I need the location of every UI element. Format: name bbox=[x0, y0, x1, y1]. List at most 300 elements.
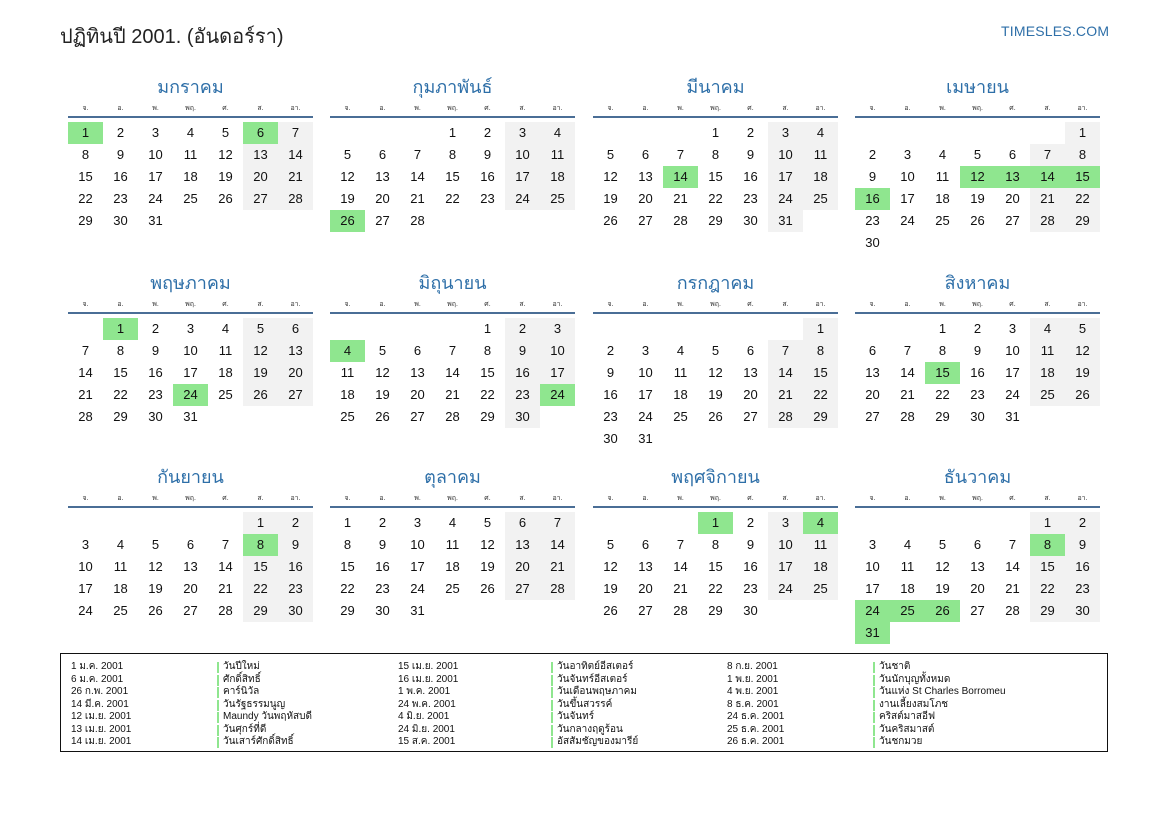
day-cell[interactable]: 17 bbox=[183, 365, 198, 380]
day-cell[interactable]: 7 bbox=[81, 343, 90, 358]
day-cell[interactable]: 4 bbox=[186, 125, 195, 140]
holiday-day-cell[interactable]: 14 bbox=[1030, 166, 1065, 188]
day-cell[interactable]: 16 bbox=[148, 365, 163, 380]
day-cell[interactable]: 16 bbox=[1065, 556, 1100, 578]
day-cell[interactable]: 13 bbox=[638, 559, 653, 574]
day-cell[interactable]: 25 bbox=[113, 603, 128, 618]
day-cell[interactable]: 8 bbox=[116, 343, 125, 358]
day-cell[interactable]: 3 bbox=[768, 122, 803, 144]
day-cell[interactable]: 19 bbox=[708, 387, 723, 402]
day-cell[interactable]: 25 bbox=[183, 191, 198, 206]
day-cell[interactable]: 30 bbox=[743, 213, 758, 228]
day-cell[interactable]: 3 bbox=[1008, 321, 1017, 336]
day-cell[interactable]: 17 bbox=[900, 191, 915, 206]
day-cell[interactable]: 5 bbox=[243, 318, 278, 340]
day-cell[interactable]: 22 bbox=[113, 387, 128, 402]
day-cell[interactable]: 5 bbox=[973, 147, 982, 162]
day-cell[interactable]: 11 bbox=[1030, 340, 1065, 362]
holiday-day-cell[interactable]: 26 bbox=[330, 210, 365, 232]
day-cell[interactable]: 15 bbox=[445, 169, 460, 184]
holiday-day-cell[interactable]: 13 bbox=[995, 166, 1030, 188]
day-cell[interactable]: 15 bbox=[480, 365, 495, 380]
day-cell[interactable]: 3 bbox=[641, 343, 650, 358]
day-cell[interactable]: 6 bbox=[868, 343, 877, 358]
day-cell[interactable]: 29 bbox=[340, 603, 355, 618]
day-cell[interactable]: 18 bbox=[803, 166, 838, 188]
day-cell[interactable]: 24 bbox=[1005, 387, 1020, 402]
day-cell[interactable]: 20 bbox=[865, 387, 880, 402]
day-cell[interactable]: 28 bbox=[78, 409, 93, 424]
day-cell[interactable]: 6 bbox=[413, 343, 422, 358]
day-cell[interactable]: 11 bbox=[540, 144, 575, 166]
day-cell[interactable]: 12 bbox=[1065, 340, 1100, 362]
day-cell[interactable]: 26 bbox=[708, 409, 723, 424]
day-cell[interactable]: 14 bbox=[78, 365, 93, 380]
holiday-day-cell[interactable]: 1 bbox=[68, 122, 103, 144]
day-cell[interactable]: 20 bbox=[1005, 191, 1020, 206]
day-cell[interactable]: 1 bbox=[343, 515, 352, 530]
day-cell[interactable]: 24 bbox=[768, 578, 803, 600]
day-cell[interactable]: 28 bbox=[445, 409, 460, 424]
day-cell[interactable]: 20 bbox=[505, 556, 540, 578]
day-cell[interactable]: 22 bbox=[340, 581, 355, 596]
day-cell[interactable]: 11 bbox=[935, 169, 950, 184]
day-cell[interactable]: 28 bbox=[218, 603, 233, 618]
day-cell[interactable]: 26 bbox=[1065, 384, 1100, 406]
holiday-day-cell[interactable]: 1 bbox=[698, 512, 733, 534]
day-cell[interactable]: 3 bbox=[151, 125, 160, 140]
day-cell[interactable]: 25 bbox=[218, 387, 233, 402]
day-cell[interactable]: 1 bbox=[1030, 512, 1065, 534]
day-cell[interactable]: 12 bbox=[340, 169, 355, 184]
day-cell[interactable]: 19 bbox=[340, 191, 355, 206]
day-cell[interactable]: 19 bbox=[603, 191, 618, 206]
day-cell[interactable]: 2 bbox=[868, 147, 877, 162]
day-cell[interactable]: 14 bbox=[445, 365, 460, 380]
day-cell[interactable]: 29 bbox=[243, 600, 278, 622]
day-cell[interactable]: 29 bbox=[708, 213, 723, 228]
day-cell[interactable]: 22 bbox=[935, 387, 950, 402]
day-cell[interactable]: 25 bbox=[803, 188, 838, 210]
day-cell[interactable]: 28 bbox=[1030, 210, 1065, 232]
day-cell[interactable]: 9 bbox=[868, 169, 877, 184]
day-cell[interactable]: 8 bbox=[803, 340, 838, 362]
day-cell[interactable]: 23 bbox=[743, 581, 758, 596]
day-cell[interactable]: 12 bbox=[218, 147, 233, 162]
day-cell[interactable]: 1 bbox=[1065, 122, 1100, 144]
day-cell[interactable]: 24 bbox=[78, 603, 93, 618]
day-cell[interactable]: 29 bbox=[1065, 210, 1100, 232]
day-cell[interactable]: 26 bbox=[375, 409, 390, 424]
day-cell[interactable]: 30 bbox=[603, 431, 618, 446]
day-cell[interactable]: 3 bbox=[505, 122, 540, 144]
day-cell[interactable]: 4 bbox=[448, 515, 457, 530]
day-cell[interactable]: 24 bbox=[148, 191, 163, 206]
day-cell[interactable]: 27 bbox=[278, 384, 313, 406]
day-cell[interactable]: 9 bbox=[278, 534, 313, 556]
day-cell[interactable]: 4 bbox=[676, 343, 685, 358]
holiday-day-cell[interactable]: 4 bbox=[803, 512, 838, 534]
holiday-day-cell[interactable]: 25 bbox=[890, 600, 925, 622]
day-cell[interactable]: 4 bbox=[1030, 318, 1065, 340]
day-cell[interactable]: 5 bbox=[378, 343, 387, 358]
day-cell[interactable]: 21 bbox=[445, 387, 460, 402]
day-cell[interactable]: 8 bbox=[81, 147, 90, 162]
day-cell[interactable]: 9 bbox=[151, 343, 160, 358]
day-cell[interactable]: 17 bbox=[768, 166, 803, 188]
day-cell[interactable]: 6 bbox=[505, 512, 540, 534]
day-cell[interactable]: 12 bbox=[603, 169, 618, 184]
day-cell[interactable]: 20 bbox=[278, 362, 313, 384]
day-cell[interactable]: 22 bbox=[78, 191, 93, 206]
day-cell[interactable]: 9 bbox=[483, 147, 492, 162]
day-cell[interactable]: 22 bbox=[480, 387, 495, 402]
day-cell[interactable]: 21 bbox=[410, 191, 425, 206]
day-cell[interactable]: 24 bbox=[768, 188, 803, 210]
day-cell[interactable]: 20 bbox=[970, 581, 985, 596]
day-cell[interactable]: 27 bbox=[638, 603, 653, 618]
day-cell[interactable]: 23 bbox=[375, 581, 390, 596]
holiday-day-cell[interactable]: 16 bbox=[855, 188, 890, 210]
day-cell[interactable]: 13 bbox=[970, 559, 985, 574]
day-cell[interactable]: 9 bbox=[606, 365, 615, 380]
holiday-day-cell[interactable]: 14 bbox=[663, 166, 698, 188]
day-cell[interactable]: 3 bbox=[540, 318, 575, 340]
holiday-day-cell[interactable]: 26 bbox=[925, 600, 960, 622]
day-cell[interactable]: 22 bbox=[708, 191, 723, 206]
day-cell[interactable]: 26 bbox=[243, 384, 278, 406]
day-cell[interactable]: 6 bbox=[278, 318, 313, 340]
day-cell[interactable]: 12 bbox=[375, 365, 390, 380]
day-cell[interactable]: 14 bbox=[1005, 559, 1020, 574]
day-cell[interactable]: 22 bbox=[1030, 578, 1065, 600]
day-cell[interactable]: 18 bbox=[900, 581, 915, 596]
day-cell[interactable]: 7 bbox=[413, 147, 422, 162]
day-cell[interactable]: 10 bbox=[183, 343, 198, 358]
day-cell[interactable]: 10 bbox=[540, 340, 575, 362]
day-cell[interactable]: 27 bbox=[865, 409, 880, 424]
day-cell[interactable]: 6 bbox=[973, 537, 982, 552]
day-cell[interactable]: 13 bbox=[505, 534, 540, 556]
day-cell[interactable]: 21 bbox=[1005, 581, 1020, 596]
day-cell[interactable]: 2 bbox=[378, 515, 387, 530]
day-cell[interactable]: 3 bbox=[413, 515, 422, 530]
day-cell[interactable]: 19 bbox=[243, 362, 278, 384]
day-cell[interactable]: 2 bbox=[1065, 512, 1100, 534]
day-cell[interactable]: 2 bbox=[116, 125, 125, 140]
day-cell[interactable]: 14 bbox=[768, 362, 803, 384]
day-cell[interactable]: 17 bbox=[540, 362, 575, 384]
day-cell[interactable]: 5 bbox=[606, 537, 615, 552]
day-cell[interactable]: 6 bbox=[186, 537, 195, 552]
holiday-day-cell[interactable]: 12 bbox=[960, 166, 995, 188]
day-cell[interactable]: 7 bbox=[1008, 537, 1017, 552]
day-cell[interactable]: 30 bbox=[970, 409, 985, 424]
day-cell[interactable]: 7 bbox=[676, 537, 685, 552]
day-cell[interactable]: 10 bbox=[148, 147, 163, 162]
day-cell[interactable]: 1 bbox=[243, 512, 278, 534]
day-cell[interactable]: 11 bbox=[900, 559, 915, 574]
day-cell[interactable]: 7 bbox=[221, 537, 230, 552]
day-cell[interactable]: 3 bbox=[186, 321, 195, 336]
day-cell[interactable]: 14 bbox=[410, 169, 425, 184]
day-cell[interactable]: 15 bbox=[708, 169, 723, 184]
day-cell[interactable]: 13 bbox=[183, 559, 198, 574]
day-cell[interactable]: 19 bbox=[1065, 362, 1100, 384]
day-cell[interactable]: 20 bbox=[243, 166, 278, 188]
day-cell[interactable]: 6 bbox=[1008, 147, 1017, 162]
day-cell[interactable]: 21 bbox=[218, 581, 233, 596]
day-cell[interactable]: 23 bbox=[113, 191, 128, 206]
day-cell[interactable]: 23 bbox=[743, 191, 758, 206]
day-cell[interactable]: 11 bbox=[803, 144, 838, 166]
day-cell[interactable]: 19 bbox=[603, 581, 618, 596]
day-cell[interactable]: 10 bbox=[1005, 343, 1020, 358]
day-cell[interactable]: 9 bbox=[746, 537, 755, 552]
day-cell[interactable]: 2 bbox=[505, 318, 540, 340]
day-cell[interactable]: 8 bbox=[343, 537, 352, 552]
day-cell[interactable]: 7 bbox=[448, 343, 457, 358]
day-cell[interactable]: 13 bbox=[278, 340, 313, 362]
day-cell[interactable]: 30 bbox=[505, 406, 540, 428]
day-cell[interactable]: 27 bbox=[375, 213, 390, 228]
day-cell[interactable]: 18 bbox=[935, 191, 950, 206]
day-cell[interactable]: 9 bbox=[1065, 534, 1100, 556]
day-cell[interactable]: 29 bbox=[1030, 600, 1065, 622]
day-cell[interactable]: 7 bbox=[540, 512, 575, 534]
holiday-day-cell[interactable]: 15 bbox=[1065, 166, 1100, 188]
day-cell[interactable]: 11 bbox=[340, 365, 355, 380]
day-cell[interactable]: 9 bbox=[973, 343, 982, 358]
day-cell[interactable]: 21 bbox=[278, 166, 313, 188]
day-cell[interactable]: 24 bbox=[410, 581, 425, 596]
day-cell[interactable]: 21 bbox=[900, 387, 915, 402]
day-cell[interactable]: 15 bbox=[1030, 556, 1065, 578]
day-cell[interactable]: 13 bbox=[243, 144, 278, 166]
day-cell[interactable]: 17 bbox=[148, 169, 163, 184]
day-cell[interactable]: 31 bbox=[768, 210, 803, 232]
holiday-day-cell[interactable]: 24 bbox=[855, 600, 890, 622]
day-cell[interactable]: 14 bbox=[673, 559, 688, 574]
day-cell[interactable]: 17 bbox=[78, 581, 93, 596]
day-cell[interactable]: 21 bbox=[673, 191, 688, 206]
day-cell[interactable]: 8 bbox=[483, 343, 492, 358]
day-cell[interactable]: 21 bbox=[673, 581, 688, 596]
day-cell[interactable]: 4 bbox=[116, 537, 125, 552]
day-cell[interactable]: 19 bbox=[148, 581, 163, 596]
day-cell[interactable]: 10 bbox=[865, 559, 880, 574]
day-cell[interactable]: 30 bbox=[1065, 600, 1100, 622]
day-cell[interactable]: 28 bbox=[540, 578, 575, 600]
day-cell[interactable]: 18 bbox=[445, 559, 460, 574]
day-cell[interactable]: 31 bbox=[148, 213, 163, 228]
day-cell[interactable]: 10 bbox=[505, 144, 540, 166]
day-cell[interactable]: 22 bbox=[445, 191, 460, 206]
day-cell[interactable]: 28 bbox=[278, 188, 313, 210]
day-cell[interactable]: 25 bbox=[445, 581, 460, 596]
day-cell[interactable]: 8 bbox=[1065, 144, 1100, 166]
day-cell[interactable]: 17 bbox=[865, 581, 880, 596]
day-cell[interactable]: 16 bbox=[505, 362, 540, 384]
day-cell[interactable]: 16 bbox=[278, 556, 313, 578]
day-cell[interactable]: 14 bbox=[218, 559, 233, 574]
day-cell[interactable]: 31 bbox=[410, 603, 425, 618]
day-cell[interactable]: 10 bbox=[768, 534, 803, 556]
day-cell[interactable]: 10 bbox=[900, 169, 915, 184]
day-cell[interactable]: 27 bbox=[183, 603, 198, 618]
day-cell[interactable]: 6 bbox=[641, 147, 650, 162]
day-cell[interactable]: 23 bbox=[603, 409, 618, 424]
day-cell[interactable]: 17 bbox=[1005, 365, 1020, 380]
day-cell[interactable]: 5 bbox=[151, 537, 160, 552]
day-cell[interactable]: 14 bbox=[540, 534, 575, 556]
day-cell[interactable]: 31 bbox=[183, 409, 198, 424]
day-cell[interactable]: 9 bbox=[746, 147, 755, 162]
day-cell[interactable]: 12 bbox=[243, 340, 278, 362]
day-cell[interactable]: 15 bbox=[78, 169, 93, 184]
day-cell[interactable]: 16 bbox=[603, 387, 618, 402]
day-cell[interactable]: 14 bbox=[278, 144, 313, 166]
day-cell[interactable]: 6 bbox=[378, 147, 387, 162]
day-cell[interactable]: 2 bbox=[606, 343, 615, 358]
day-cell[interactable]: 29 bbox=[113, 409, 128, 424]
day-cell[interactable]: 3 bbox=[903, 147, 912, 162]
day-cell[interactable]: 3 bbox=[868, 537, 877, 552]
day-cell[interactable]: 13 bbox=[743, 365, 758, 380]
day-cell[interactable]: 12 bbox=[148, 559, 163, 574]
holiday-day-cell[interactable]: 4 bbox=[330, 340, 365, 362]
day-cell[interactable]: 2 bbox=[278, 512, 313, 534]
day-cell[interactable]: 1 bbox=[803, 318, 838, 340]
day-cell[interactable]: 21 bbox=[540, 556, 575, 578]
day-cell[interactable]: 6 bbox=[746, 343, 755, 358]
day-cell[interactable]: 9 bbox=[505, 340, 540, 362]
day-cell[interactable]: 26 bbox=[603, 603, 618, 618]
day-cell[interactable]: 13 bbox=[865, 365, 880, 380]
day-cell[interactable]: 25 bbox=[803, 578, 838, 600]
day-cell[interactable]: 13 bbox=[375, 169, 390, 184]
day-cell[interactable]: 27 bbox=[243, 188, 278, 210]
day-cell[interactable]: 25 bbox=[1030, 384, 1065, 406]
day-cell[interactable]: 30 bbox=[148, 409, 163, 424]
day-cell[interactable]: 23 bbox=[1065, 578, 1100, 600]
day-cell[interactable]: 28 bbox=[673, 603, 688, 618]
day-cell[interactable]: 27 bbox=[410, 409, 425, 424]
day-cell[interactable]: 12 bbox=[708, 365, 723, 380]
day-cell[interactable]: 23 bbox=[148, 387, 163, 402]
day-cell[interactable]: 11 bbox=[673, 365, 688, 380]
day-cell[interactable]: 20 bbox=[743, 387, 758, 402]
day-cell[interactable]: 20 bbox=[638, 581, 653, 596]
day-cell[interactable]: 12 bbox=[480, 537, 495, 552]
day-cell[interactable]: 9 bbox=[378, 537, 387, 552]
day-cell[interactable]: 18 bbox=[113, 581, 128, 596]
day-cell[interactable]: 27 bbox=[1005, 213, 1020, 228]
day-cell[interactable]: 9 bbox=[116, 147, 125, 162]
day-cell[interactable]: 24 bbox=[900, 213, 915, 228]
day-cell[interactable]: 18 bbox=[540, 166, 575, 188]
day-cell[interactable]: 4 bbox=[540, 122, 575, 144]
day-cell[interactable]: 19 bbox=[480, 559, 495, 574]
day-cell[interactable]: 4 bbox=[803, 122, 838, 144]
day-cell[interactable]: 5 bbox=[343, 147, 352, 162]
day-cell[interactable]: 28 bbox=[1005, 603, 1020, 618]
day-cell[interactable]: 8 bbox=[448, 147, 457, 162]
day-cell[interactable]: 2 bbox=[746, 515, 755, 530]
day-cell[interactable]: 4 bbox=[903, 537, 912, 552]
day-cell[interactable]: 17 bbox=[410, 559, 425, 574]
day-cell[interactable]: 23 bbox=[278, 578, 313, 600]
day-cell[interactable]: 7 bbox=[1030, 144, 1065, 166]
day-cell[interactable]: 1 bbox=[938, 321, 947, 336]
day-cell[interactable]: 30 bbox=[865, 235, 880, 250]
day-cell[interactable]: 18 bbox=[673, 387, 688, 402]
day-cell[interactable]: 11 bbox=[803, 534, 838, 556]
day-cell[interactable]: 7 bbox=[768, 340, 803, 362]
day-cell[interactable]: 31 bbox=[1005, 409, 1020, 424]
day-cell[interactable]: 18 bbox=[340, 387, 355, 402]
day-cell[interactable]: 6 bbox=[641, 537, 650, 552]
day-cell[interactable]: 12 bbox=[935, 559, 950, 574]
brand-link[interactable]: TIMESLES.COM bbox=[1001, 23, 1110, 39]
holiday-day-cell[interactable]: 6 bbox=[243, 122, 278, 144]
holiday-day-cell[interactable]: 24 bbox=[173, 384, 208, 406]
day-cell[interactable]: 30 bbox=[278, 600, 313, 622]
day-cell[interactable]: 19 bbox=[935, 581, 950, 596]
day-cell[interactable]: 14 bbox=[900, 365, 915, 380]
day-cell[interactable]: 28 bbox=[410, 213, 425, 228]
day-cell[interactable]: 16 bbox=[970, 365, 985, 380]
day-cell[interactable]: 29 bbox=[480, 409, 495, 424]
day-cell[interactable]: 28 bbox=[673, 213, 688, 228]
day-cell[interactable]: 1 bbox=[448, 125, 457, 140]
day-cell[interactable]: 19 bbox=[218, 169, 233, 184]
day-cell[interactable]: 21 bbox=[768, 384, 803, 406]
day-cell[interactable]: 2 bbox=[151, 321, 160, 336]
day-cell[interactable]: 23 bbox=[865, 213, 880, 228]
holiday-day-cell[interactable]: 31 bbox=[855, 622, 890, 644]
day-cell[interactable]: 2 bbox=[483, 125, 492, 140]
day-cell[interactable]: 19 bbox=[375, 387, 390, 402]
day-cell[interactable]: 13 bbox=[638, 169, 653, 184]
day-cell[interactable]: 20 bbox=[375, 191, 390, 206]
day-cell[interactable]: 26 bbox=[603, 213, 618, 228]
day-cell[interactable]: 18 bbox=[218, 365, 233, 380]
day-cell[interactable]: 12 bbox=[603, 559, 618, 574]
day-cell[interactable]: 25 bbox=[540, 188, 575, 210]
day-cell[interactable]: 11 bbox=[218, 343, 233, 358]
day-cell[interactable]: 16 bbox=[743, 169, 758, 184]
day-cell[interactable]: 1 bbox=[711, 125, 720, 140]
day-cell[interactable]: 7 bbox=[903, 343, 912, 358]
day-cell[interactable]: 10 bbox=[78, 559, 93, 574]
day-cell[interactable]: 21 bbox=[1030, 188, 1065, 210]
day-cell[interactable]: 22 bbox=[243, 578, 278, 600]
day-cell[interactable]: 18 bbox=[1030, 362, 1065, 384]
day-cell[interactable]: 15 bbox=[243, 556, 278, 578]
day-cell[interactable]: 23 bbox=[505, 384, 540, 406]
day-cell[interactable]: 27 bbox=[970, 603, 985, 618]
day-cell[interactable]: 20 bbox=[183, 581, 198, 596]
day-cell[interactable]: 5 bbox=[938, 537, 947, 552]
day-cell[interactable]: 15 bbox=[113, 365, 128, 380]
day-cell[interactable]: 25 bbox=[340, 409, 355, 424]
day-cell[interactable]: 5 bbox=[1065, 318, 1100, 340]
day-cell[interactable]: 4 bbox=[221, 321, 230, 336]
day-cell[interactable]: 19 bbox=[970, 191, 985, 206]
day-cell[interactable]: 24 bbox=[505, 188, 540, 210]
day-cell[interactable]: 15 bbox=[340, 559, 355, 574]
